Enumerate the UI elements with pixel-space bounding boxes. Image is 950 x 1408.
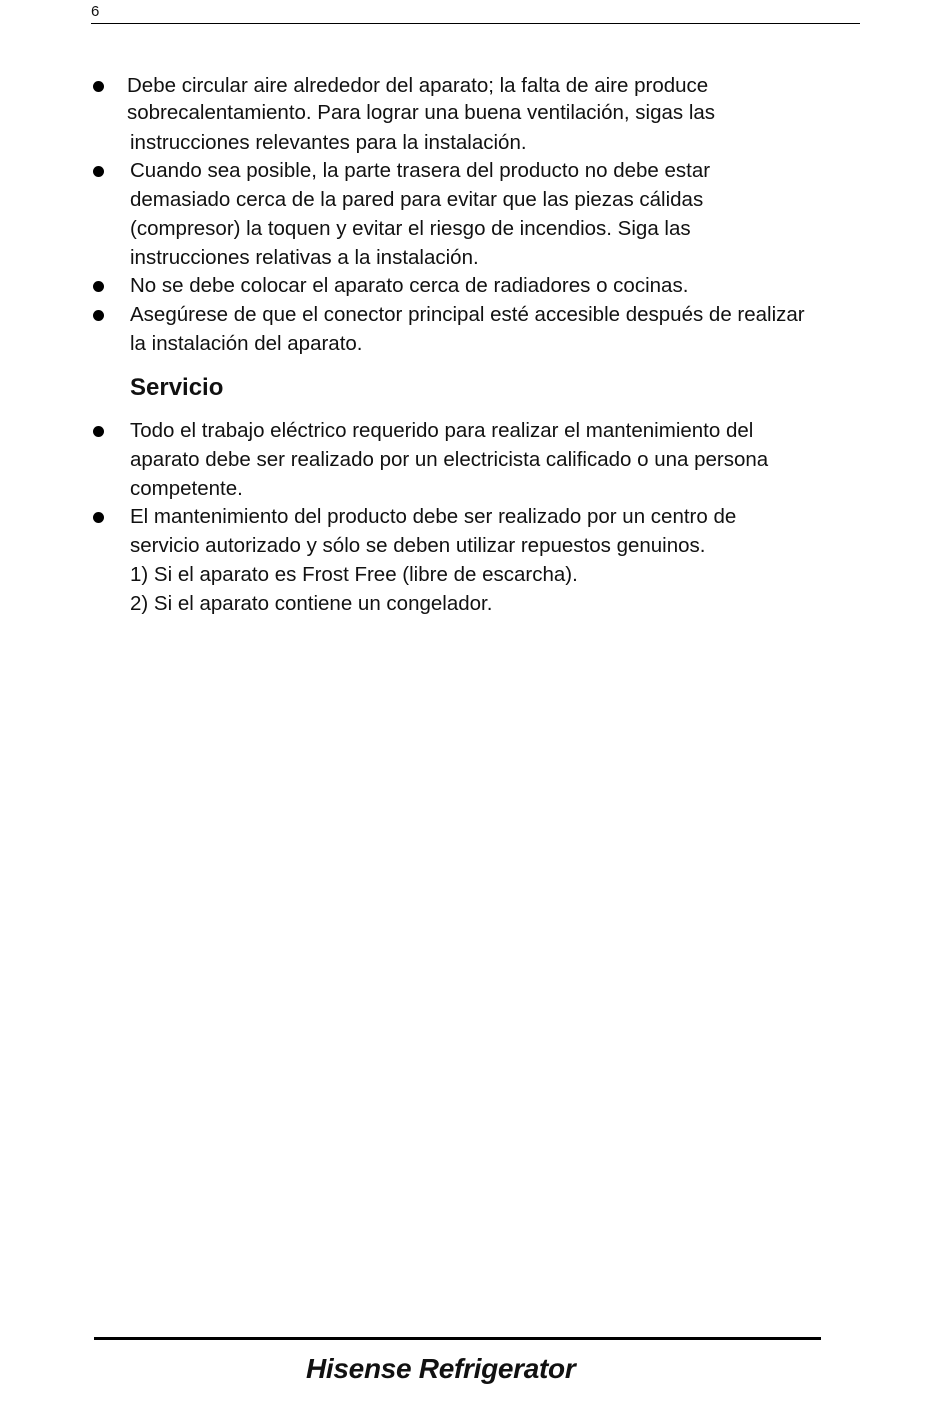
bullet-2-line-1: Cuando sea posible, la parte trasera del producto no debe estar xyxy=(130,159,711,182)
bullet-2-line-3: (compresor) la toquen y evitar el riesgo de incendios. Siga las xyxy=(130,217,691,240)
note-freezer: 2) Si el aparato contiene un congelador. xyxy=(130,592,493,615)
bullet-icon xyxy=(93,81,104,92)
header-divider xyxy=(91,23,860,24)
bullet-icon xyxy=(93,310,104,321)
bullet-icon xyxy=(93,426,104,437)
bullet-4-line-2: la instalación del aparato. xyxy=(130,332,363,355)
bullet-2-line-4: instrucciones relativas a la instalación. xyxy=(130,246,479,269)
bullet-1-line-2: sobrecalentamiento. Para lograr una buena ventilación, sigas las xyxy=(127,101,716,124)
service-bullet-1-line-3: competente. xyxy=(130,477,243,500)
section-heading-servicio: Servicio xyxy=(130,374,224,401)
note-frost-free: 1) Si el aparato es Frost Free (libre de escarcha). xyxy=(130,563,578,586)
service-bullet-1-line-1: Todo el trabajo eléctrico requerido para realizar el mantenimiento del xyxy=(130,419,754,442)
bullet-1-line-3: instrucciones relevantes para la instalación. xyxy=(130,131,527,154)
bullet-4-line-1: Asegúrese de que el conector principal esté accesible después de realizar xyxy=(130,303,805,326)
bullet-icon xyxy=(93,281,104,292)
bullet-3-line-1: No se debe colocar el aparato cerca de radiadores o cocinas. xyxy=(130,274,689,297)
bullet-icon xyxy=(93,512,104,523)
bullet-1-line-1: Debe circular aire alrededor del aparato; la falta de aire produce xyxy=(127,74,709,97)
bullet-icon xyxy=(93,166,104,177)
footer-brand-logo: Hisense Refrigerator xyxy=(306,1353,576,1384)
service-bullet-2-line-1: El mantenimiento del producto debe ser realizado por un centro de xyxy=(130,505,737,528)
footer-divider xyxy=(94,1337,821,1340)
service-bullet-1-line-2: aparato debe ser realizado por un electricista calificado o una persona xyxy=(130,448,769,471)
service-bullet-2-line-2: servicio autorizado y sólo se deben utilizar repuestos genuinos. xyxy=(130,534,706,557)
page-number: 6 xyxy=(91,3,100,20)
bullet-2-line-2: demasiado cerca de la pared para evitar que las piezas cálidas xyxy=(130,188,704,211)
